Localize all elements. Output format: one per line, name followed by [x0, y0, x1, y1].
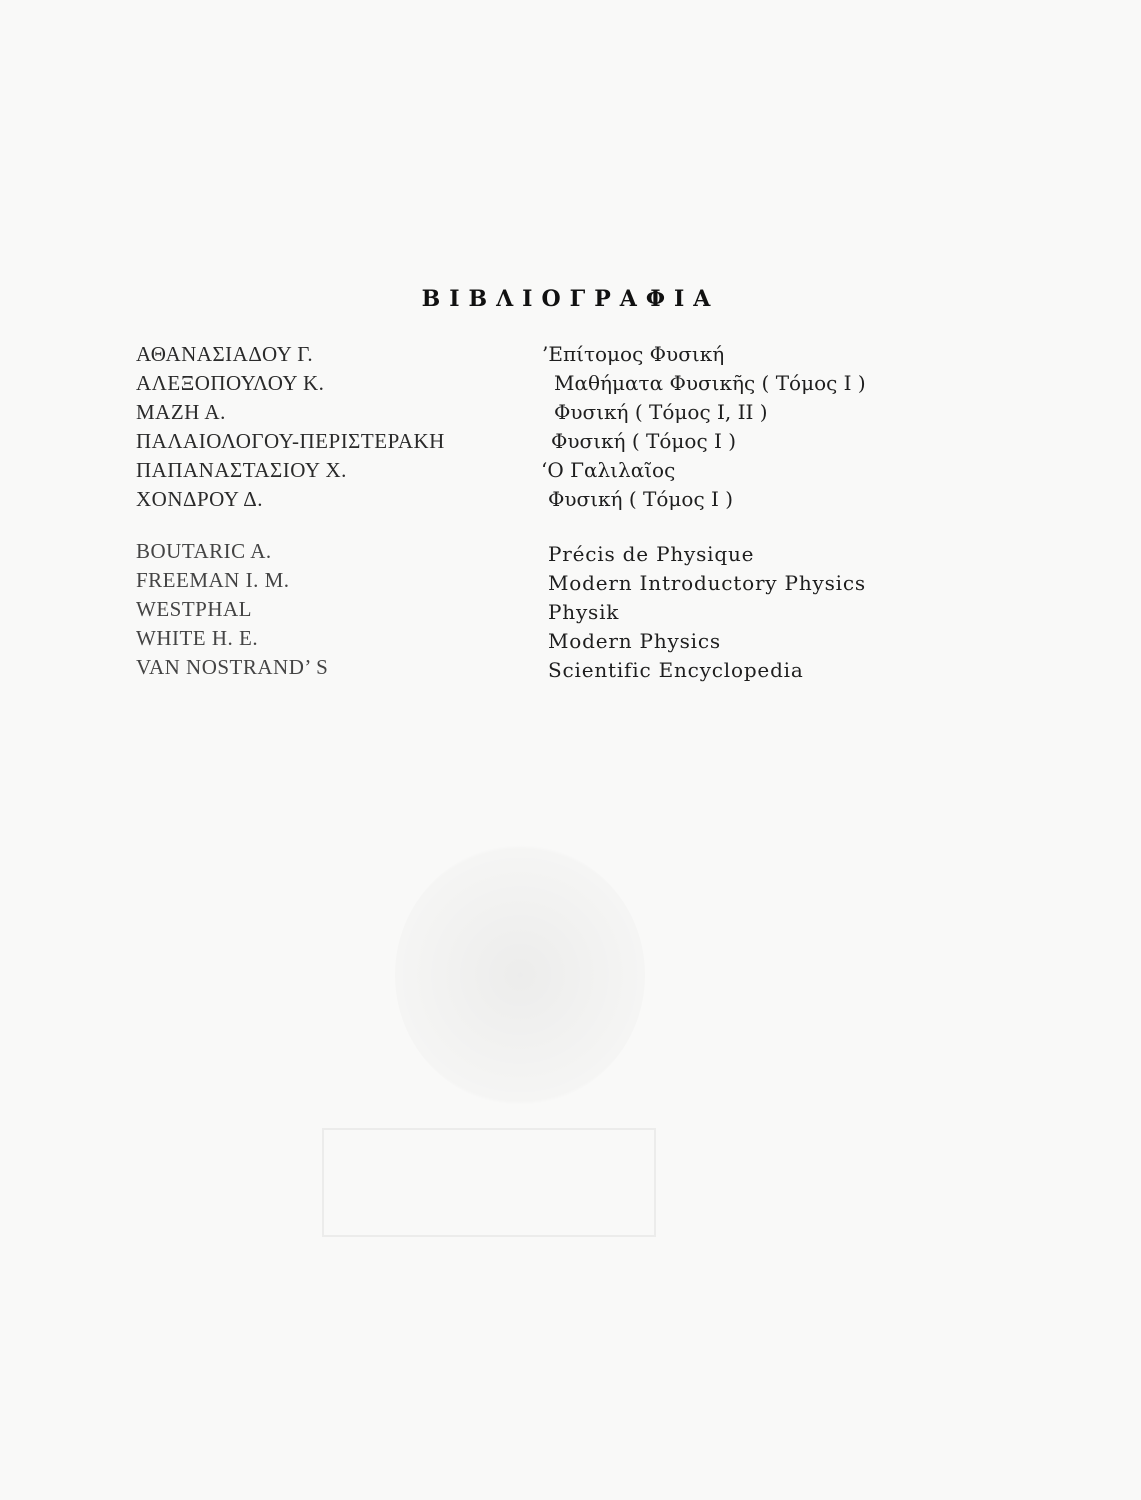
- book-title-entry: Φυσική ( Τόμος Ι, ΙΙ ): [554, 400, 768, 424]
- author-entry: ΧΟΝΔΡΟΥ Δ.: [136, 487, 264, 511]
- book-title-entry: Précis de Physique: [548, 542, 755, 566]
- book-title-entry: Μαθήματα Φυσικῆς ( Τόμος Ι ): [554, 371, 866, 395]
- book-title-entry: ‘Ο Γαλιλαῖος: [541, 458, 676, 482]
- book-title-entry: Φυσική ( Τόμος Ι ): [548, 487, 734, 511]
- author-entry: BOUTARIC A.: [136, 539, 272, 563]
- bibliography-heading: ΒΙΒΛΙΟΓΡΑΦΙΑ: [421, 286, 720, 312]
- author-entry: WHITE H. E.: [136, 626, 259, 650]
- author-entry: WESTPHAL: [136, 597, 252, 621]
- foreign-titles-column: [548, 540, 866, 685]
- author-entry: ΑΛΕΞΟΠΟΥΛΟΥ Κ.: [136, 371, 325, 395]
- author-entry: ΠΑΛΑΙΟΛΟΓΟΥ-ΠΕΡΙΣΤΕΡΑΚΗ: [136, 429, 445, 453]
- author-entry: ΑΘΑΝΑΣΙΑΔΟΥ Γ.: [136, 342, 314, 366]
- author-entry: ΜΑΖΗ Α.: [136, 400, 226, 424]
- author-entry: ΠΑΠΑΝΑΣΤΑΣΙΟΥ Χ.: [136, 458, 347, 482]
- book-title-entry: ’Επίτομος Φυσική: [542, 342, 725, 366]
- show-through-stamp: [322, 1128, 656, 1237]
- book-title-entry: Physik: [548, 600, 620, 624]
- book-title-entry: Φυσική ( Τόμος Ι ): [551, 429, 737, 453]
- author-entry: FREEMAN I. M.: [136, 568, 290, 592]
- author-entry: VAN NOSTRAND’ S: [136, 655, 329, 679]
- show-through-emblem: [395, 845, 645, 1105]
- greek-titles-column: [541, 340, 866, 514]
- book-title-entry: Modern Physics: [548, 629, 721, 653]
- greek-authors-column: [136, 340, 445, 514]
- book-title-entry: Modern Introductory Physics: [548, 571, 866, 595]
- book-title-entry: Scientific Encyclopedia: [548, 658, 804, 682]
- foreign-authors-column: [136, 537, 328, 682]
